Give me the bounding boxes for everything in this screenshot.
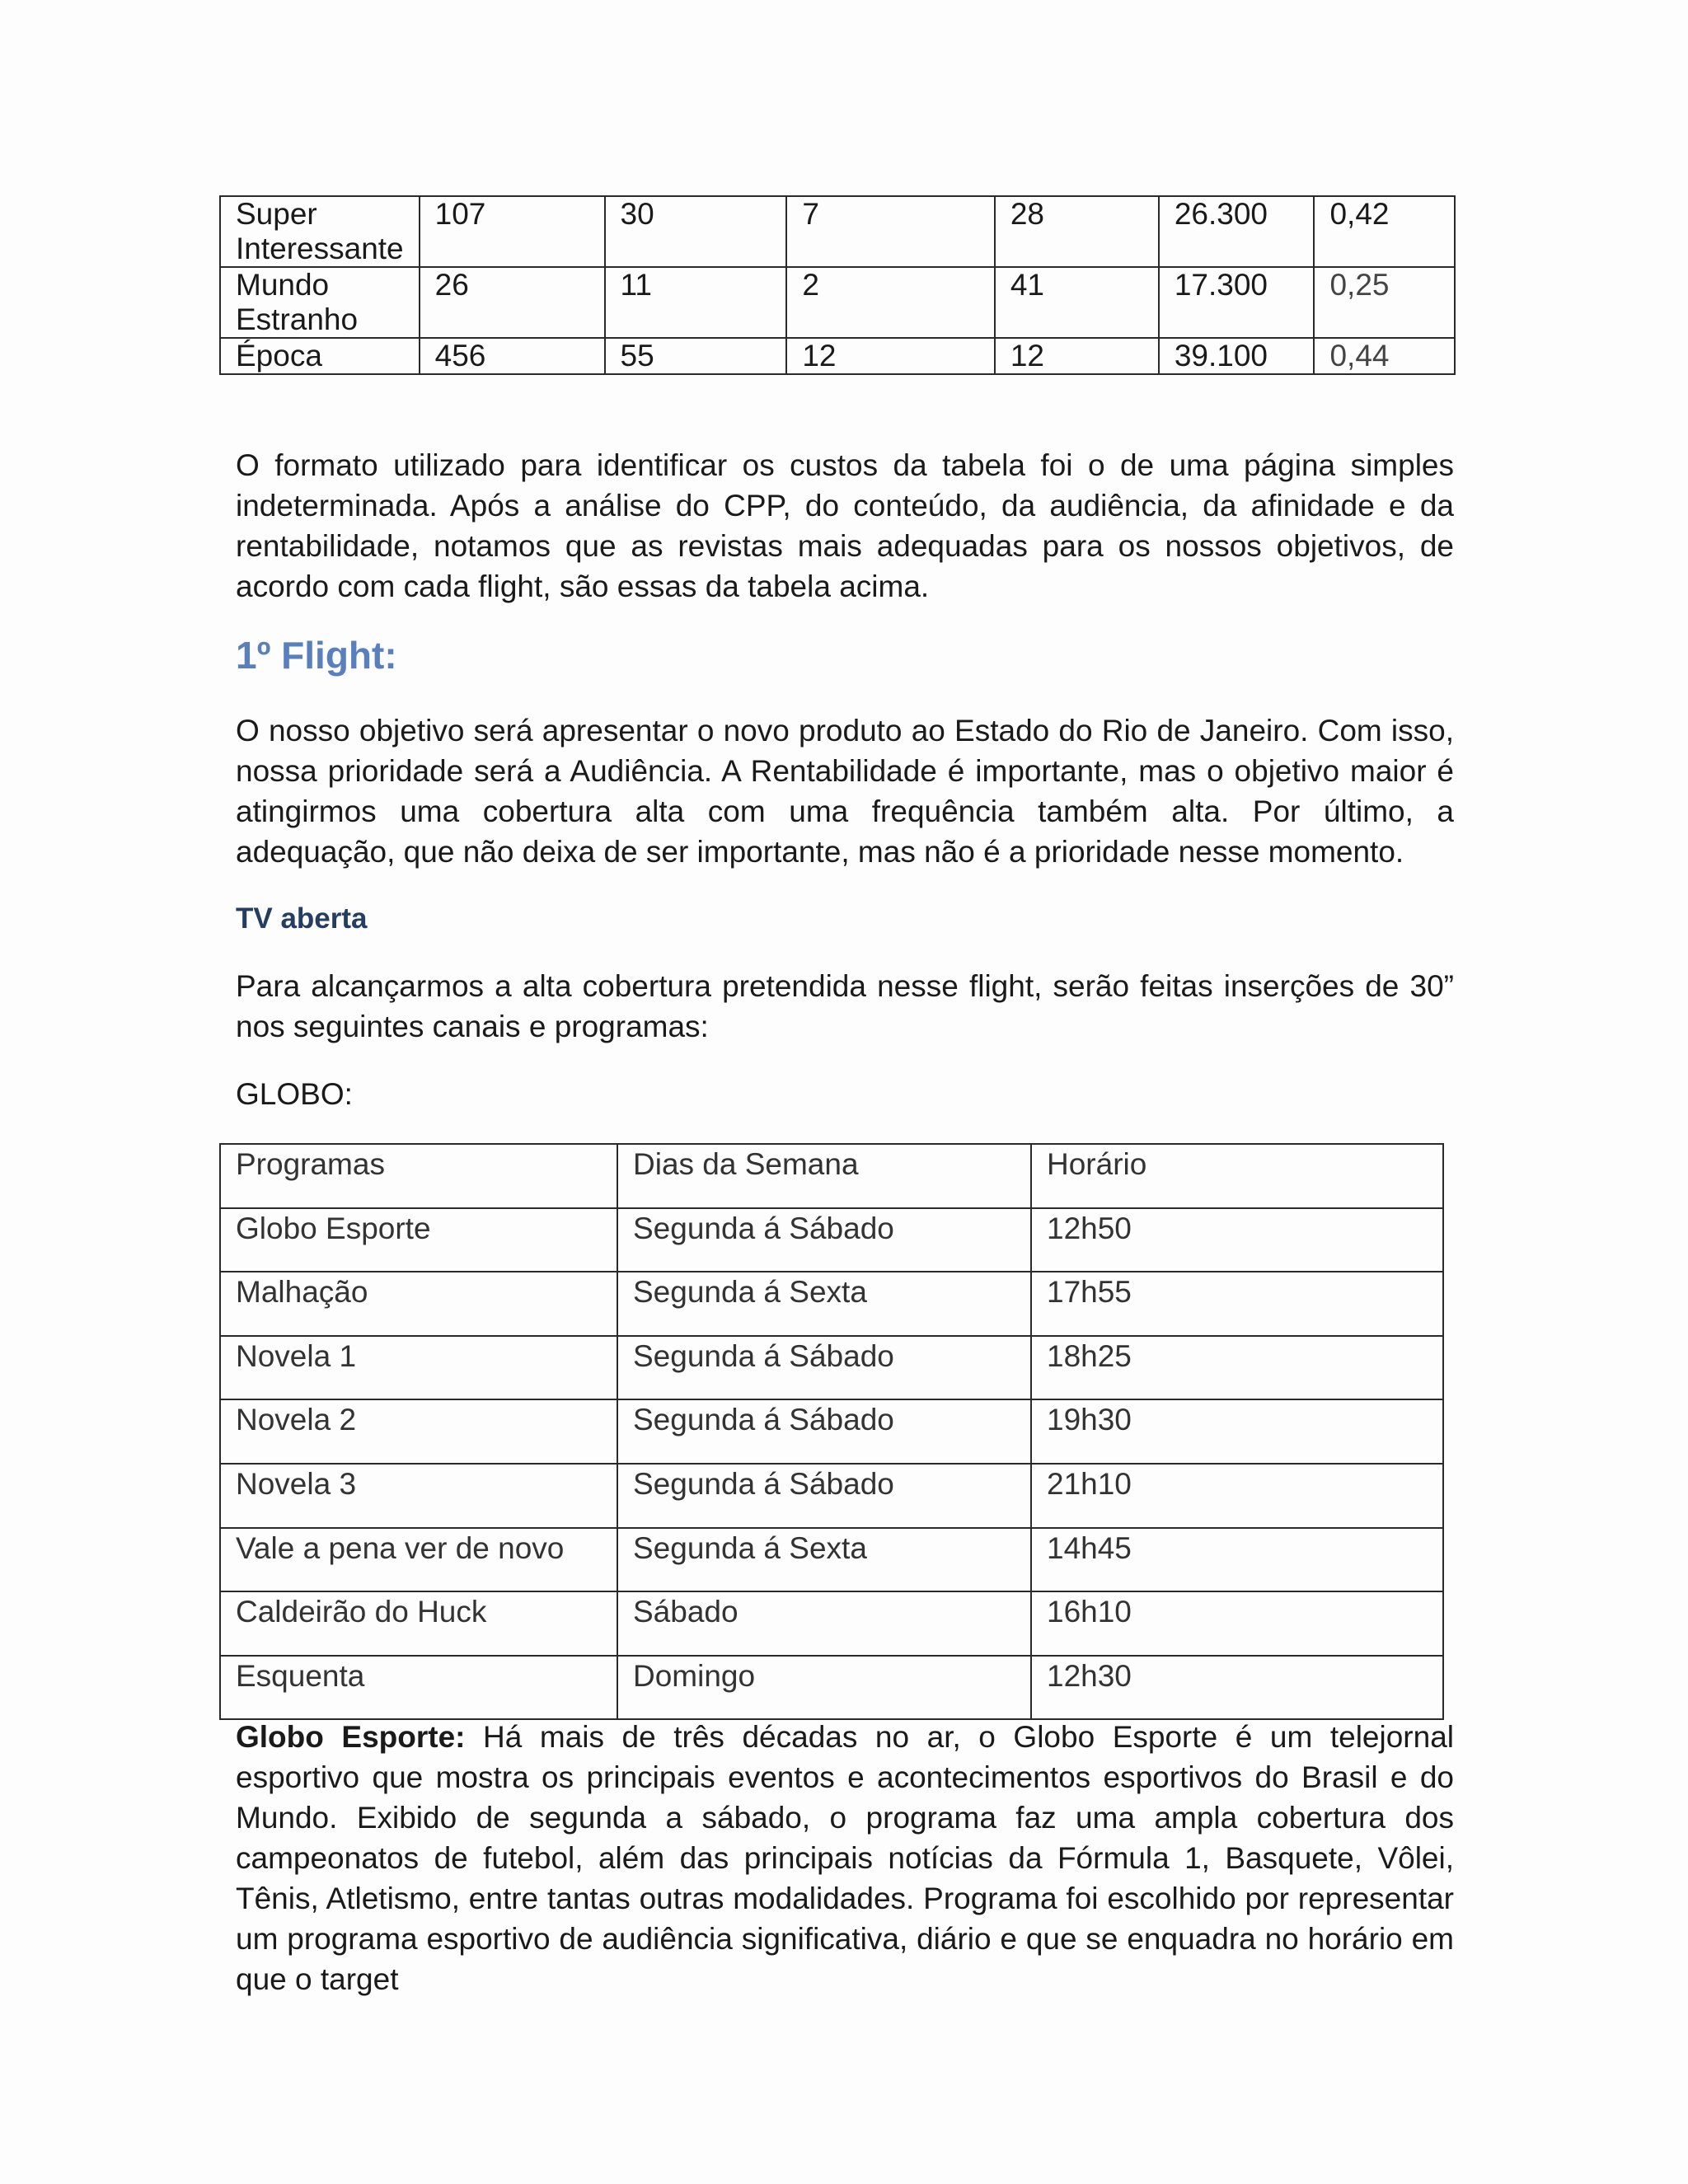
time-cell: 12h50: [1031, 1208, 1443, 1272]
tv-paragraph: Para alcançarmos a alta cobertura pretendida nesse flight, serão feitas inserções de 30” nos seguintes canais e programas:: [236, 969, 1454, 1043]
magazine-name: Mundo Estranho: [220, 267, 420, 338]
table-cell: 17.300: [1159, 267, 1315, 338]
table-row: [220, 338, 1455, 374]
globo-esporte-lead: Globo Esporte:: [236, 1720, 466, 1754]
table-cell: 30: [605, 196, 787, 267]
table-cell: 41: [995, 267, 1159, 338]
program-cell: Novela 3: [220, 1464, 617, 1528]
days-cell: Segunda á Sexta: [617, 1272, 1031, 1336]
table-cell: 0,44: [1314, 338, 1455, 374]
table-cell: 28: [995, 196, 1159, 267]
table-row: [220, 1208, 1443, 1272]
column-header: Horário: [1031, 1144, 1443, 1208]
flight-heading: 1º Flight:: [236, 634, 397, 677]
time-cell: 19h30: [1031, 1399, 1443, 1464]
time-cell: 12h30: [1031, 1656, 1443, 1720]
column-header: Programas: [220, 1144, 617, 1208]
table-row: [220, 196, 1455, 267]
table-row: [220, 1528, 1443, 1592]
table-cell: 0,42: [1314, 196, 1455, 267]
table-row: [220, 1399, 1443, 1464]
table-cell: 26.300: [1159, 196, 1315, 267]
table-cell: 55: [605, 338, 787, 374]
format-paragraph: O formato utilizado para identificar os custos da tabela foi o de uma página simples indeterminada. Após a análise do CPP, do conteúdo, da audiência, da afinidade e da rentabilidade, notamos que as revistas mais adequadas para os nossos objetivos, de acordo com cada flight, são essas da tabela acima.: [236, 448, 1454, 603]
globo-esporte-paragraph: [236, 1717, 1454, 1999]
table-row: [220, 267, 1455, 338]
time-cell: 17h55: [1031, 1272, 1443, 1336]
table-cell: 0,25: [1314, 267, 1455, 338]
table-cell: 12: [786, 338, 995, 374]
program-cell: Caldeirão do Huck: [220, 1591, 617, 1656]
program-cell: Globo Esporte: [220, 1208, 617, 1272]
tv-heading: TV aberta: [236, 902, 368, 935]
days-cell: Segunda á Sexta: [617, 1528, 1031, 1592]
table-header-row: [220, 1144, 1443, 1208]
days-cell: Sábado: [617, 1591, 1031, 1656]
program-cell: Malhação: [220, 1272, 617, 1336]
globo-esporte-text: Há mais de três décadas no ar, o Globo Esporte é um telejornal esportivo que mostra os principais eventos e acontecimentos esportivos do Brasil e do Mundo. Exibido de segunda a sábado, o programa faz uma ampla cobertura dos campeonatos de futebol, além das principais notícias da Fórmula 1, Basquete, Vôlei, Tênis, Atletismo, entre tantas outras modalidades. Programa foi escolhido por representar um programa esportivo de audiência significativa, diário e que se enquadra no horário em que o target: [236, 1720, 1454, 1996]
time-cell: 18h25: [1031, 1336, 1443, 1400]
program-cell: Esquenta: [220, 1656, 617, 1720]
program-cell: Vale a pena ver de novo: [220, 1528, 617, 1592]
days-cell: Segunda á Sábado: [617, 1399, 1031, 1464]
magazine-name: Época: [220, 338, 420, 374]
table-cell: 12: [995, 338, 1159, 374]
program-cell: Novela 1: [220, 1336, 617, 1400]
table-cell: 456: [420, 338, 605, 374]
column-header: Dias da Semana: [617, 1144, 1031, 1208]
days-cell: Domingo: [617, 1656, 1031, 1720]
table-cell: 7: [786, 196, 995, 267]
table-row: [220, 1272, 1443, 1336]
globo-schedule-table: [219, 1143, 1444, 1720]
table-cell: 11: [605, 267, 787, 338]
table-cell: 39.100: [1159, 338, 1315, 374]
days-cell: Segunda á Sábado: [617, 1464, 1031, 1528]
magazine-name: Super Interessante: [220, 196, 420, 267]
table-row: [220, 1464, 1443, 1528]
days-cell: Segunda á Sábado: [617, 1208, 1031, 1272]
table-row: [220, 1591, 1443, 1656]
time-cell: 14h45: [1031, 1528, 1443, 1592]
table-cell: 2: [786, 267, 995, 338]
table-row: [220, 1656, 1443, 1720]
program-cell: Novela 2: [220, 1399, 617, 1464]
table-cell: 26: [420, 267, 605, 338]
magazines-table: [219, 195, 1456, 375]
time-cell: 21h10: [1031, 1464, 1443, 1528]
days-cell: Segunda á Sábado: [617, 1336, 1031, 1400]
objective-paragraph: O nosso objetivo será apresentar o novo produto ao Estado do Rio de Janeiro. Com isso, nossa prioridade será a Audiência. A Rentabilidade é importante, mas o objetivo maior é atingirmos uma cobertura alta com uma frequência também alta. Por último, a adequação, que não deixa de ser importante, mas não é a prioridade nesse momento.: [236, 714, 1454, 869]
time-cell: 16h10: [1031, 1591, 1443, 1656]
table-row: [220, 1336, 1443, 1400]
channel-label: GLOBO:: [236, 1077, 353, 1111]
table-cell: 107: [420, 196, 605, 267]
